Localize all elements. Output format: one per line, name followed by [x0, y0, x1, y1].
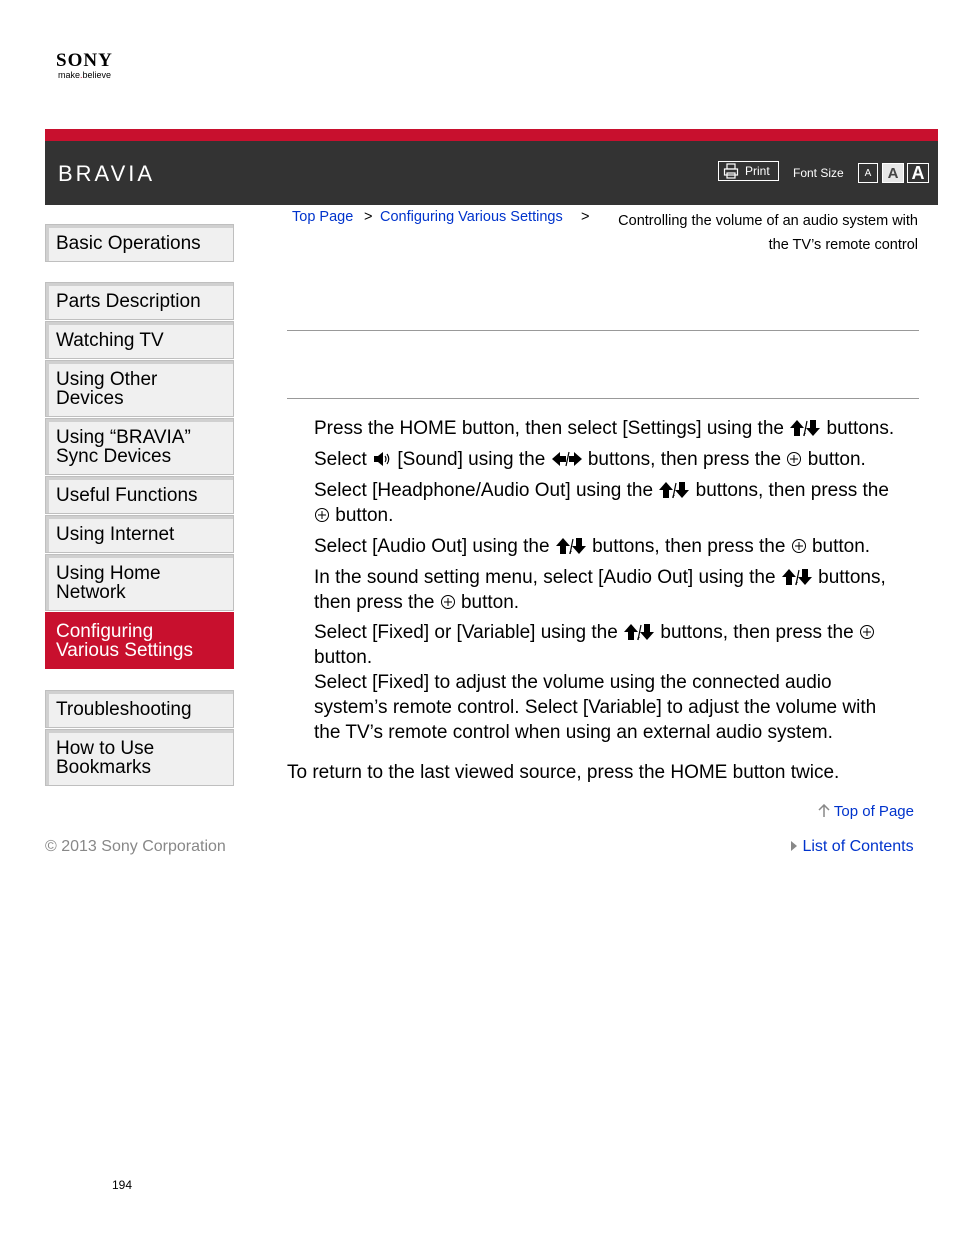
print-label: Print [745, 164, 770, 178]
page-number: 194 [112, 1178, 133, 1192]
step-4: Select [Audio Out] using the buttons, then press the button. [314, 536, 871, 557]
sidebar-item-using-internet[interactable]: Using Internet [45, 515, 234, 553]
sidebar-item-using-other-devices[interactable]: Using Other Devices [45, 360, 234, 417]
sidebar-item-troubleshooting[interactable]: Troubleshooting [45, 690, 234, 728]
font-size-small-button[interactable]: A [858, 163, 878, 183]
enter-button-icon [314, 507, 330, 523]
step-2: Select [Sound] using the buttons, then press the button. [314, 449, 866, 470]
font-size-large-button[interactable]: A [907, 163, 929, 183]
sidebar-item-bookmarks[interactable]: How to Use Bookmarks [45, 729, 234, 786]
title-rule-bottom [287, 398, 919, 399]
list-of-contents-link[interactable]: List of Contents [790, 838, 914, 856]
breadcrumb-top-page[interactable]: Top Page [292, 209, 354, 225]
header-accent-bar [45, 129, 938, 141]
up-down-arrow-icon [781, 568, 813, 586]
step-3: Select [Headphone/Audio Out] using the buttons, then press the button. [314, 480, 889, 526]
step-1: Press the HOME button, then select [Settings] using the buttons. [314, 418, 895, 439]
sidebar-item-configuring-settings[interactable]: Configuring Various Settings [45, 612, 234, 669]
copyright: © 2013 Sony Corporation [45, 838, 226, 855]
arrow-up-icon [818, 804, 830, 818]
note-text: To return to the last viewed source, press the HOME button twice. [287, 762, 840, 783]
step-5: In the sound setting menu, select [Audio Out] using the buttons, then press the button. [314, 567, 886, 613]
font-size-label: Font Size [793, 166, 844, 180]
sidebar-item-useful-functions[interactable]: Useful Functions [45, 476, 234, 514]
print-button[interactable] [718, 161, 779, 181]
enter-button-icon [786, 451, 802, 467]
sound-icon [372, 450, 392, 468]
breadcrumb-separator: > [364, 209, 373, 225]
up-down-arrow-icon [555, 537, 587, 555]
sony-tagline: make.believe [58, 70, 112, 80]
sidebar-item-watching-tv[interactable]: Watching TV [45, 321, 234, 359]
enter-button-icon [791, 538, 807, 554]
sony-logo: SONY [56, 50, 113, 71]
sidebar-item-home-network[interactable]: Using Home Network [45, 554, 234, 611]
breadcrumb-separator: > [581, 209, 590, 225]
step-6: Select [Fixed] or [Variable] using the buttons, then press the button. Select [Fixed] to adjust the volume using the connected audio system’s remote control. Select [Variable] to adjust the volume with the TV’s remote control when using an external audio system. [314, 620, 919, 745]
step-6-explanation: Select [Fixed] to adjust the volume using the connected audio system’s remote control. Select [Variable] to adjust the volume with the TV’s remote control when using an external audio system. [314, 672, 877, 743]
up-down-arrow-icon [789, 419, 821, 437]
left-right-arrow-icon [551, 450, 583, 468]
sidebar-item-bravia-sync[interactable]: Using “BRAVIA” Sync Devices [45, 418, 234, 475]
triangle-right-icon [790, 840, 798, 852]
sidebar-item-parts-description[interactable]: Parts Description [45, 282, 234, 320]
top-of-page-link[interactable]: Top of Page [818, 803, 914, 820]
enter-button-icon [440, 594, 456, 610]
breadcrumb-current: Controlling the volume of an audio system with the TV’s remote control [618, 213, 918, 253]
font-size-medium-button[interactable]: A [882, 163, 904, 183]
enter-button-icon [859, 624, 875, 640]
up-down-arrow-icon [658, 481, 690, 499]
title-rule-top [287, 330, 919, 331]
printer-icon [723, 163, 739, 179]
bravia-logo: BRAVIA [58, 161, 156, 186]
breadcrumb-configuring[interactable]: Configuring Various Settings [380, 209, 563, 225]
up-down-arrow-icon [623, 623, 655, 641]
sidebar-item-basic-operations[interactable]: Basic Operations [45, 224, 234, 262]
